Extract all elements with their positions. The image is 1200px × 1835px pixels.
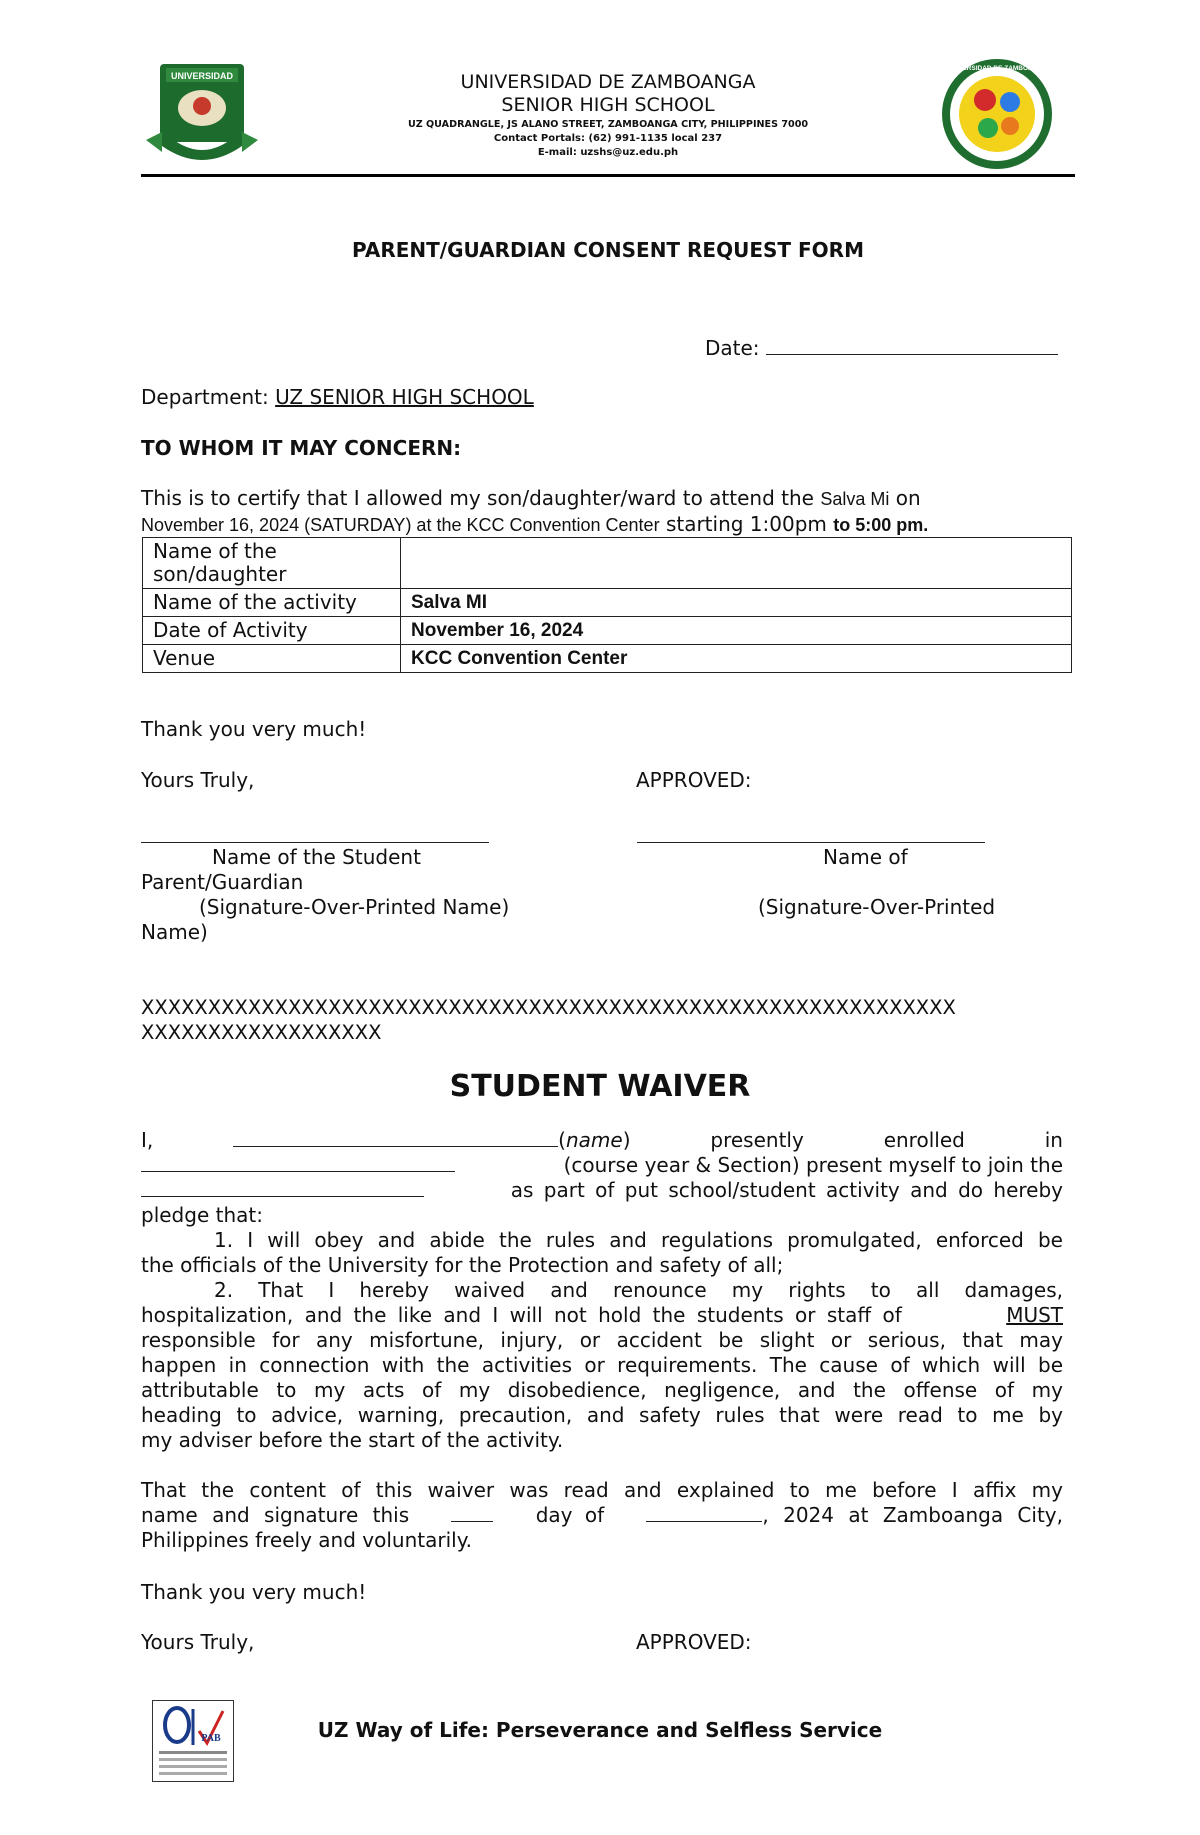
waiver-line-3: [141, 1178, 1063, 1202]
item2-line-1: 2. That I hereby waived and renounce my rights to all damages,: [214, 1278, 1063, 1302]
item2-line-4: happen in connection with the activities or requirements. The cause of which will be: [141, 1353, 1063, 1377]
table-label: Venue: [143, 645, 401, 673]
table-row: [143, 589, 1072, 617]
sig-sop-left: (Signature-Over-Printed Name): [199, 895, 510, 919]
waiver-enrolled: enrolled: [883, 1128, 965, 1152]
sig-student-label: Name of the Student: [212, 845, 421, 869]
thanks-text: Thank you very much!: [141, 717, 367, 741]
content-line-3: Philippines freely and voluntarily.: [141, 1528, 473, 1552]
department-value: UZ SENIOR HIGH SCHOOL: [275, 385, 534, 409]
table-value: KCC Convention Center: [401, 645, 1072, 673]
student-signature-line[interactable]: [141, 842, 489, 843]
starting-text: starting 1:00pm: [665, 512, 827, 536]
school-email: E-mail: uzshs@uz.edu.ph: [537, 147, 679, 158]
waiver-approved: APPROVED:: [636, 1630, 752, 1654]
table-row: [143, 538, 1072, 589]
content-text-c: , 2024 at Zamboanga City,: [762, 1503, 1063, 1527]
waiver-name-hint: name: [565, 1128, 623, 1152]
yours-truly: Yours Truly,: [141, 768, 255, 792]
salutation: TO WHOM IT MAY CONCERN:: [141, 436, 462, 460]
activity-table: [142, 537, 1072, 673]
content-text-a: name and signature this: [141, 1503, 410, 1527]
table-value-student-name[interactable]: [401, 538, 1072, 589]
content-text-b: day of: [535, 1503, 605, 1527]
waiver-in: in: [1044, 1128, 1063, 1152]
table-label: Date of Activity: [143, 617, 401, 645]
sig-parent-label-b: Parent/Guardian: [141, 870, 304, 894]
certify-line-1: [141, 486, 1081, 510]
sig-sop-right: (Signature-Over-Printed: [758, 895, 996, 919]
waiver-thanks: Thank you very much!: [141, 1580, 367, 1604]
waiver-yours-truly: Yours Truly,: [141, 1630, 255, 1654]
left-logo: [142, 60, 262, 172]
activity-input[interactable]: [141, 1178, 424, 1197]
content-line-1: That the content of this waiver was read and explained to me before I affix my: [141, 1478, 1063, 1502]
item2-must: MUST: [1006, 1303, 1063, 1327]
item2-line-6: heading to advice, warning, precaution, and safety rules that were read to me by: [141, 1403, 1063, 1427]
department-label: Department:: [141, 385, 269, 409]
on-word: on: [895, 486, 921, 510]
footer-motto: UZ Way of Life: Perseverance and Selfless Service: [317, 1718, 883, 1742]
department-line: [141, 385, 534, 409]
school-contact: Contact Portals: (62) 991-1135 local 237: [493, 133, 723, 144]
table-label: Name of the activity: [143, 589, 401, 617]
item2-line-2-text: hospitalization, and the like and I will not hold the students or staff of: [141, 1303, 902, 1327]
item1-line-1: 1. I will obey and abide the rules and regulations promulgated, enforced be: [214, 1228, 1063, 1252]
waiver-line-1: I, (name) presently enrolled in: [141, 1128, 1063, 1152]
table-value: Salva MI: [401, 589, 1072, 617]
sig-parent-label-a: Name of: [823, 845, 908, 869]
left-logo-label: UNIVERSIDAD: [170, 71, 234, 81]
day-input[interactable]: [451, 1503, 493, 1522]
course-text: (course year & Section) present myself to join the: [563, 1153, 1063, 1177]
table-row: [143, 617, 1072, 645]
right-logo: [938, 56, 1056, 172]
accreditation-badge: [152, 1700, 234, 1782]
form-title: PARENT/GUARDIAN CONSENT REQUEST FORM: [352, 238, 864, 262]
item2-line-3: responsible for any misfortune, injury, or accident be slight or serious, that may: [141, 1328, 1063, 1352]
event-name: Salva Mi: [820, 489, 890, 509]
waiver-name-input[interactable]: [233, 1128, 558, 1147]
event-day: SATURDAY: [310, 515, 406, 535]
school-address: UZ QUADRANGLE, JS ALANO STREET, ZAMBOANGA CITY, PHILIPPINES 7000: [407, 119, 809, 130]
part-text: as part of put school/student activity and do hereby: [510, 1178, 1063, 1202]
item2-line-2: [141, 1303, 1063, 1327]
table-value: November 16, 2024: [401, 617, 1072, 645]
university-name: UNIVERSIDAD DE ZAMBOANGA: [460, 71, 756, 93]
sig-name-wrap: Name): [141, 920, 208, 944]
event-venue-text: ) at the KCC Convention Center: [405, 515, 660, 535]
date-line: [705, 336, 1058, 360]
date-input[interactable]: [766, 336, 1058, 355]
course-input[interactable]: [141, 1153, 455, 1172]
parent-signature-line[interactable]: [637, 842, 985, 843]
pledge-text: pledge that:: [141, 1203, 263, 1227]
badge-label: PAB: [201, 1733, 221, 1744]
waiver-title: STUDENT WAIVER: [449, 1069, 751, 1104]
waiver-i: I,: [141, 1128, 154, 1152]
month-input[interactable]: [646, 1503, 762, 1522]
right-logo-label: UNIVERSIDAD DE ZAMBOANGA: [946, 65, 1048, 72]
waiver-presently: presently: [710, 1128, 804, 1152]
date-label: Date:: [705, 336, 760, 360]
end-time-text: to 5:00 pm.: [833, 515, 929, 535]
school-name: SENIOR HIGH SCHOOL: [501, 94, 715, 116]
certify-line-2: [141, 512, 1081, 536]
item1-line-2: the officials of the University for the Protection and safety of all;: [141, 1253, 784, 1277]
waiver-line-2: [141, 1153, 1063, 1177]
table-row: [143, 645, 1072, 673]
table-label: Name of the son/daughter: [143, 538, 401, 589]
header-divider: [141, 174, 1075, 177]
certify-text: This is to certify that I allowed my son/daughter/ward to attend the: [141, 486, 814, 510]
approved-label: APPROVED:: [636, 768, 752, 792]
content-line-2: [141, 1503, 1063, 1527]
item2-line-7: my adviser before the start of the activity.: [141, 1428, 564, 1452]
separator-line-2: XXXXXXXXXXXXXXXXXX: [141, 1021, 382, 1044]
separator-line-1: XXXXXXXXXXXXXXXXXXXXXXXXXXXXXXXXXXXXXXXXXXXXXXXXXXXXXXXXXXXXX: [141, 996, 956, 1019]
item2-line-5: attributable to my acts of my disobedience, negligence, and the offense of my: [141, 1378, 1063, 1402]
event-date-text: November 16, 2024 (: [141, 515, 311, 535]
